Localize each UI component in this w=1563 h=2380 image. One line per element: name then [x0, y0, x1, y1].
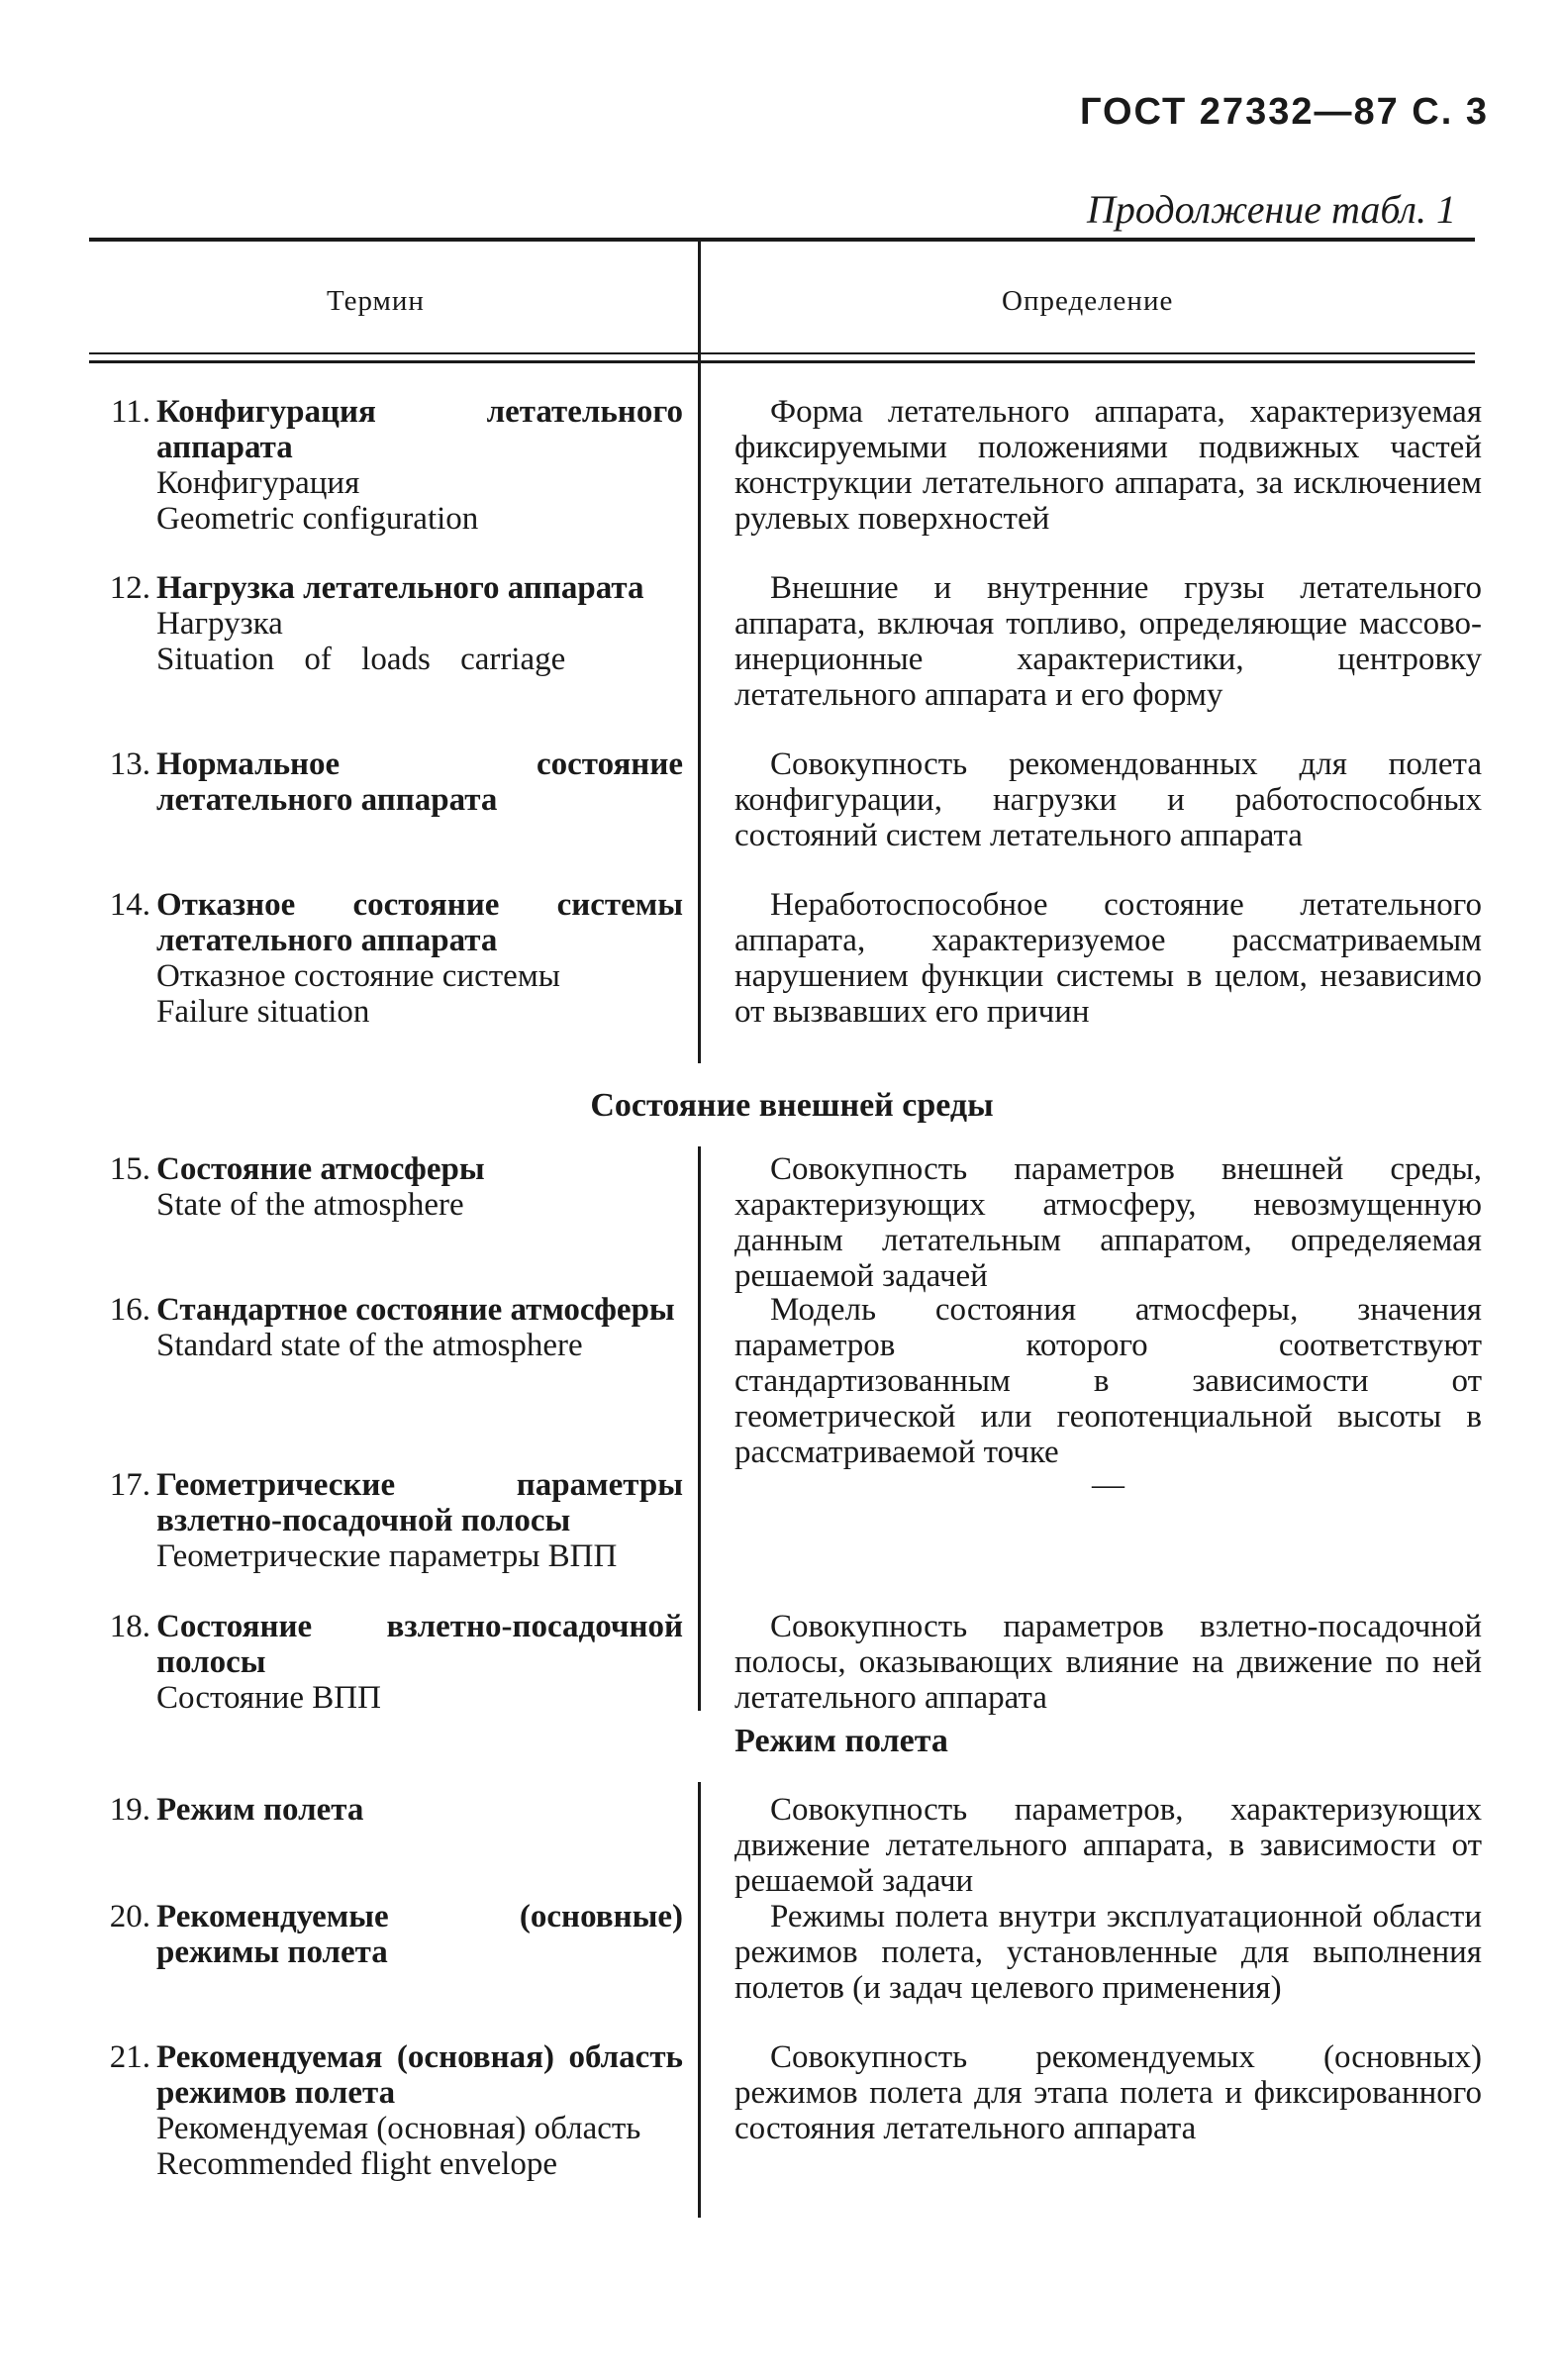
term-short-form: Отказное состояние системы [156, 958, 560, 994]
term-short-form: Конфигурация [156, 465, 360, 501]
entry-number: 11. [110, 394, 150, 430]
term-name: Отказное состояние системы летательного аппарата [156, 887, 683, 958]
entry-number: 19. [109, 1792, 150, 1828]
term-english: Situation of loads carriage [156, 642, 566, 677]
term-english: Failure situation [156, 994, 370, 1030]
definition-text: Совокупность параметров, характеризующих движение летательного аппарата, в зависимости от решаемой задачи [734, 1792, 1482, 1899]
term-name: Рекомендуемая (основная) область режимов полета [156, 2039, 683, 2111]
term-short-form: Рекомендуемая (основная) область [156, 2111, 641, 2146]
definition-15 [734, 1151, 1482, 1294]
term-name: Стандартное состояние атмосферы [156, 1292, 675, 1328]
definition-16 [734, 1292, 1482, 1470]
term-english: State of the atmosphere [156, 1187, 464, 1223]
term-column [89, 0, 683, 2380]
column-divider [698, 1146, 701, 1711]
term-name: Состояние взлетно-посадочной полосы [156, 1609, 683, 1680]
entry-number: 14. [109, 887, 150, 923]
column-divider [698, 242, 701, 1063]
entry-number: 13. [109, 746, 150, 782]
table-continuation-label: Продолжение табл. 1 [1086, 187, 1456, 232]
definition-text: Неработоспособное состояние летательного аппарата, характеризуемое рассматриваемым нарушением функции системы в целом, независимо от вызвавших его причин [734, 887, 1482, 1030]
term-english: Geometric configuration [156, 501, 479, 537]
term-short-form: Состояние ВПП [156, 1680, 381, 1716]
definition-dash: — [1092, 1467, 1124, 1503]
column-header-term: Термин [327, 285, 425, 317]
definition-18 [734, 1609, 1482, 1716]
term-english: Recommended flight envelope [156, 2146, 558, 2182]
definition-14 [734, 887, 1482, 1030]
definition-text: Внешние и внутренние грузы летательного аппарата, включая топливо, определяющие массово-инерционные характеристики, центровку летательного аппарата и его форму [734, 570, 1482, 713]
definition-text: Режимы полета внутри эксплуатационной области режимов полета, установленные для выполнения полетов (и задач целевого применения) [734, 1899, 1482, 2006]
page-header: ГОСТ 27332—87 С. 3 [1079, 91, 1489, 133]
definition-11 [734, 394, 1482, 537]
entry-number: 15. [109, 1151, 150, 1187]
term-short-form: Нагрузка [156, 606, 283, 642]
term-english: Standard state of the atmosphere [156, 1328, 583, 1363]
definition-21 [734, 2039, 1482, 2146]
definition-19 [734, 1792, 1482, 1899]
entry-number: 17. [109, 1467, 150, 1503]
term-name: Состояние атмосферы [156, 1151, 485, 1187]
term-name: Нормальное состояние летательного аппарата [156, 746, 683, 818]
definition-text: Совокупность рекомендованных для полета конфигурации, нагрузки и работоспособных состояний систем летательного аппарата [734, 746, 1482, 853]
entry-number: 12. [109, 570, 150, 606]
definition-text: Форма летательного аппарата, характеризуемая фиксируемыми положениями подвижных частей конструкции летательного аппарата, за исключением рулевых поверхностей [734, 394, 1482, 537]
term-name: Рекомендуемые (основные) режимы полета [156, 1899, 683, 1970]
term-name: Режим полета [156, 1792, 364, 1828]
definition-text: Совокупность параметров взлетно-посадочной полосы, оказывающих влияние на движение по ней летательного аппарата [734, 1609, 1482, 1716]
term-name: Геометрические параметры взлетно-посадочной полосы [156, 1467, 683, 1538]
definition-12 [734, 570, 1482, 713]
entry-number: 18. [109, 1609, 150, 1644]
definition-column [734, 0, 1482, 2380]
definition-text: Совокупность параметров внешней среды, характеризующих атмосферу, невозмущенную данным летательным аппаратом, определяемая решаемой задачей [734, 1151, 1482, 1294]
term-name: Нагрузка летательного аппарата [156, 570, 644, 606]
definition-13 [734, 746, 1482, 853]
definition-20 [734, 1899, 1482, 2006]
definition-17 [734, 1467, 1482, 1503]
entry-number: 21. [109, 2039, 150, 2075]
term-short-form: Геометрические параметры ВПП [156, 1538, 618, 1574]
definition-text: Модель состояния атмосферы, значения параметров которого соответствуют стандартизованным в зависимости от геометрической или геопотенциальной высоты в рассматриваемой точке [734, 1292, 1482, 1470]
entry-number: 16. [109, 1292, 150, 1328]
section-title-environment: Состояние внешней среды [590, 1087, 994, 1124]
definition-text: Совокупность рекомендуемых (основных) режимов полета для этапа полета и фиксированного состояния летательного аппарата [734, 2039, 1482, 2146]
column-header-definition: Определение [1002, 285, 1174, 317]
section-title-flight-mode: Режим полета [734, 1723, 948, 1759]
term-name: Конфигурация летательного аппарата [156, 394, 683, 465]
entry-number: 20. [109, 1899, 150, 1934]
column-divider [698, 1782, 701, 2218]
